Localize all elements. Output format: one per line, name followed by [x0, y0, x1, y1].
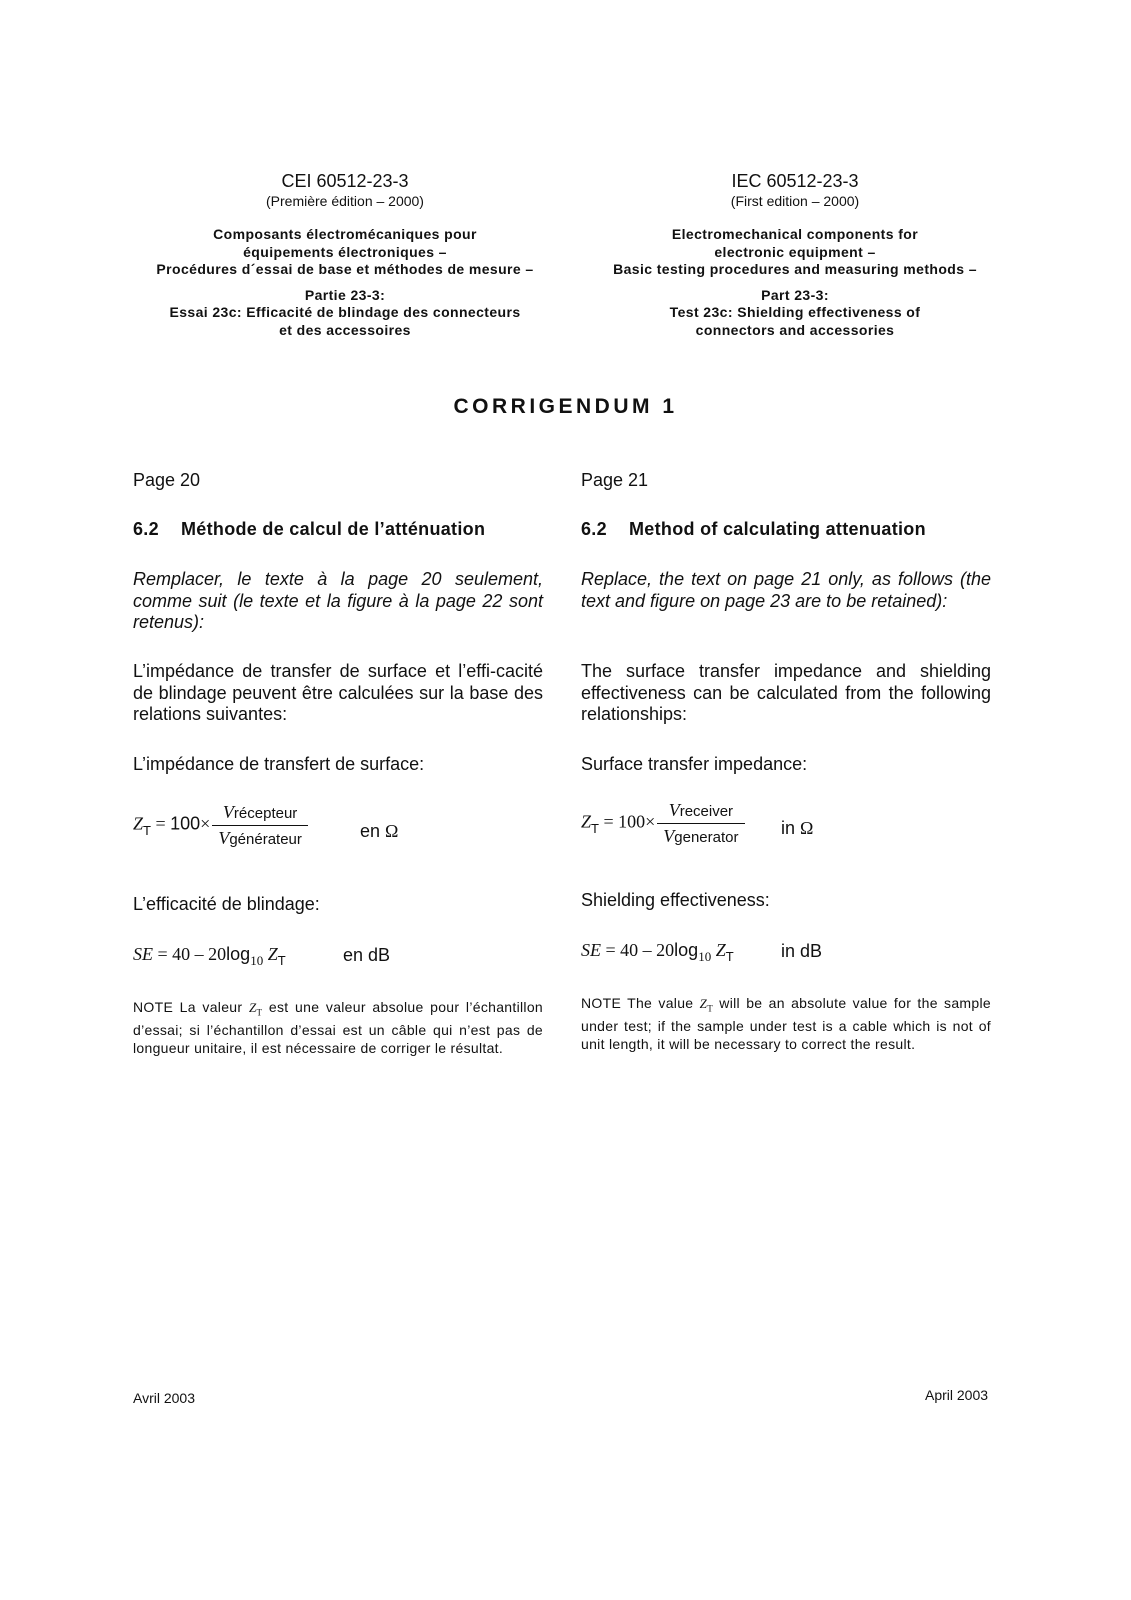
footer-date-en: April 2003 — [925, 1387, 989, 1403]
unit-ohm-fr — [360, 821, 398, 842]
edition-en: (First edition – 2000) — [730, 193, 860, 209]
equals-sign: = — [155, 813, 166, 834]
section-title: Method of calculating attenuation — [629, 519, 926, 539]
ohm-symbol: Ω — [800, 818, 814, 838]
ohm-symbol: Ω — [385, 821, 399, 841]
zt-symbol: Z — [581, 811, 592, 832]
section-title: Méthode de calcul de l’atténuation — [181, 519, 486, 539]
unit-word: en — [360, 821, 381, 841]
part-line: Essai 23c: Efficacité de blindage des connecteurs — [169, 304, 521, 320]
note-zt-symbol — [699, 996, 713, 1014]
title-line: Procédures d´essai de base et méthodes de mesure – — [156, 261, 534, 277]
part-line: connectors and accessories — [695, 321, 895, 338]
zt-subscript: T — [591, 820, 599, 836]
v-symbol: V — [663, 826, 675, 846]
label-transfer-impedance-en: Surface transfer impedance: — [581, 754, 808, 774]
page-reference-en: Page 21 — [581, 470, 649, 490]
zt-subscript: T — [725, 949, 734, 964]
zt-symbol: Z — [267, 944, 278, 964]
corrigendum-title: CORRIGENDUM 1 — [453, 395, 678, 418]
part-title-en — [570, 287, 1020, 340]
fraction-denominator — [657, 824, 744, 847]
zt-factor: 100 — [618, 811, 646, 832]
title-line: Electromechanical components for — [671, 226, 919, 242]
voltage-fraction — [657, 800, 744, 847]
note-prefix: NOTE La valeur — [133, 999, 243, 1015]
denominator-label: générateur — [229, 831, 302, 848]
label-shielding-effectiveness-fr: L’efficacité de blindage: — [133, 894, 320, 914]
se-symbol: SE — [133, 944, 153, 964]
equation-shielding-effectiveness-fr — [133, 944, 286, 968]
equation-transfer-impedance-en — [581, 800, 745, 847]
v-symbol: V — [222, 802, 234, 822]
title-line: Basic testing procedures and measuring methods – — [613, 261, 977, 277]
title-line: équipements électroniques – — [243, 243, 447, 260]
zt-subscript: T — [143, 822, 151, 838]
standard-number-fr: CEI 60512-23-3 — [281, 171, 409, 191]
equation-shielding-effectiveness-en — [581, 940, 734, 964]
zt-symbol: Z — [133, 813, 144, 834]
fraction-denominator — [212, 826, 308, 849]
equation-transfer-impedance-fr — [133, 802, 308, 849]
zt-symbol: Z — [715, 940, 726, 960]
standard-number-en: IEC 60512-23-3 — [731, 171, 859, 191]
page-reference-fr: Page 20 — [133, 470, 201, 490]
note-zt-symbol — [248, 1000, 263, 1018]
intro-paragraph-fr: L’impédance de transfer de surface et l’effi-cacité de blindage peuvent être calculées sur la base des relations suivantes: — [133, 661, 543, 724]
v-symbol: V — [218, 828, 230, 848]
se-expression: = 40 – 20 — [605, 940, 675, 960]
note-prefix: NOTE The value — [581, 995, 694, 1011]
header-fr — [120, 170, 570, 339]
title-line: electronic equipment – — [714, 243, 876, 260]
times-sign: × — [645, 811, 656, 832]
part-line: et des accessoires — [279, 321, 411, 338]
numerator-label: receiver — [679, 803, 734, 820]
unit-ohm-en — [781, 818, 813, 839]
se-symbol: SE — [581, 940, 601, 960]
log-base: 10 — [250, 953, 264, 968]
intro-paragraph-en: The surface transfer impedance and shielding effectiveness can be calculated from the following relationships: — [581, 661, 991, 724]
log-text: log — [226, 944, 251, 964]
log-text: log — [674, 940, 699, 960]
zt-sub: T — [707, 1003, 713, 1014]
zt-sub: T — [256, 1007, 263, 1018]
zt-letter: Z — [248, 1000, 257, 1015]
note-en — [581, 995, 991, 1053]
zt-subscript: T — [277, 953, 286, 968]
equals-sign: = — [603, 811, 614, 832]
numerator-label: récepteur — [233, 805, 298, 822]
part-line: Partie 23-3: — [304, 286, 386, 303]
zt-factor: 100 — [170, 813, 201, 834]
zt-letter: Z — [699, 996, 708, 1011]
part-line: Part 23-3: — [761, 286, 829, 303]
instruction-fr: Remplacer, le texte à la page 20 seulement, comme suit (le texte et la figure à la page 22 sont retenus): — [133, 569, 543, 632]
edition-fr: (Première édition – 2000) — [266, 193, 424, 209]
label-shielding-effectiveness-en: Shielding effectiveness: — [581, 890, 770, 910]
header-en — [570, 170, 1020, 339]
note-body: est une valeur absolue pour l’échantillon d’essai; si l’échantillon d’essai est un câble qui n’est pas de longueur unitaire, il est nécessaire de corriger le résultat. — [133, 999, 543, 1056]
unit-db-en: in dB — [781, 941, 823, 961]
label-transfer-impedance-fr: L’impédance de transfert de surface: — [133, 754, 425, 774]
log-base: 10 — [698, 949, 712, 964]
times-sign: × — [200, 813, 211, 834]
unit-db-fr: en dB — [343, 945, 391, 965]
denominator-label: generator — [674, 829, 739, 846]
voltage-fraction — [212, 802, 308, 849]
section-number: 6.2 — [581, 519, 607, 539]
title-line: Composants électromécaniques pour — [213, 226, 477, 242]
section-number: 6.2 — [133, 519, 159, 539]
fraction-numerator — [657, 800, 744, 824]
footer-date-fr: Avril 2003 — [133, 1390, 196, 1406]
unit-word: in — [781, 818, 796, 838]
part-title-fr — [120, 287, 570, 340]
section-heading-fr — [133, 519, 485, 540]
se-expression: = 40 – 20 — [157, 944, 227, 964]
note-body: will be an absolute value for the sample under test; if the sample under test is a cable which is not of unit length, it will be necessary to correct the result. — [581, 995, 991, 1052]
note-fr — [133, 999, 543, 1057]
v-symbol: V — [668, 800, 680, 820]
instruction-en: Replace, the text on page 21 only, as follows (the text and figure on page 23 are to be retained): — [581, 569, 991, 611]
standard-title-en — [570, 226, 1020, 279]
standard-title-fr — [120, 226, 570, 279]
part-line: Test 23c: Shielding effectiveness of — [669, 304, 921, 320]
fraction-numerator — [212, 802, 308, 826]
section-heading-en — [581, 519, 926, 540]
